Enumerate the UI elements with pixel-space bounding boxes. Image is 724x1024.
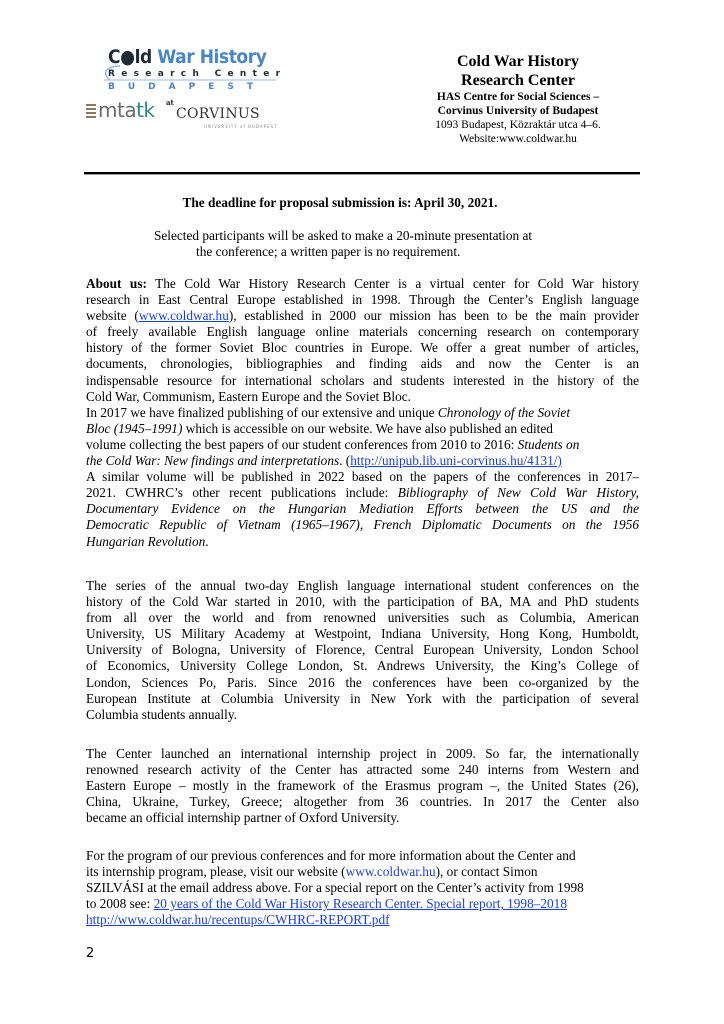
page-number: 2 (86, 946, 95, 961)
corvinus-logo: CORVINUS (176, 106, 260, 122)
header-block (396, 52, 640, 146)
unipub-link[interactable]: http://unipub.lib.uni-corvinus.hu/4131/) (350, 453, 562, 469)
mtatk-bars-icon (86, 104, 96, 118)
corvinus-subtitle: UNIVERSITY of BUDAPEST (204, 124, 278, 129)
mtatk-logo: mtatk (86, 98, 155, 122)
presentation-note: Selected participants will be asked to make a 20-minute presentation at the conference; a written paper is no requirement. (154, 228, 533, 259)
header-sub-line1: HAS Centre for Social Sciences – (436, 91, 600, 103)
conferences-paragraph: The series of the annual two-day English language international student conferences on the history of the Cold War started in 2010, with the participation of BA, MA and PhD students from all over the world and from renowned universities such as Columbia, American University, US Military Academy at Westpoint, Indiana University, Hong Kong, Humboldt, University of Bologna, University of Florence, Central European University, London School of Economics, University College London, St. Andrews University, the King’s College of London, Sciences Po, Paris. Since 2016 the conferences have been co-organized by the European Institute at Columbia University in New York with the participation of several Columbia students annually. (86, 578, 639, 722)
about-paragraph: About us: The Cold War History Research Center is a virtual center for Cold War history research in East Central Europe established in 1998. Through the Center’s English language website (www.coldwar.hu), established in 2000 our mission has been to be the main provider of freely available English language online materials concerning research on contemporary history of the former Soviet Bloc countries in Europe. We offer a great number of articles, documents, chronologies, bibliographies and finding aids and now the Center is an indispensable resource for international scholars and students interested in the history of the Cold War, Communism, Eastern Europe and the Soviet Bloc. In 2017 we have finalized publishing of our extensive and unique Chronology of the Soviet Bloc (1945–1991) which is accessible on our website. We have also published an edited volume collecting the best papers of our student conferences from 2010 to 2016: Students on the Cold War: New findings and interpretations. (http://unipub.lib.uni-corvinus.hu/4131/) A similar volume will be published in 2022 based on the papers of the conferences in 2017– 2021. CWHRC’s other recent publications include: Bibliography of New Cold War History, Documentary Evidence on the Hungarian Mediation Efforts between the US and the Democratic Republic of Vietnam (1965–1967), French Diplomatic Documents on the 1956 Hungarian Revolution. (86, 276, 640, 549)
deadline-notice: The deadline for proposal submission is: April 30, 2021. (182, 195, 498, 210)
coldwar-website-link-2[interactable]: www.coldwar.hu (345, 864, 436, 880)
header-title-line1: Cold War History (456, 53, 580, 70)
globe-icon: ● (120, 46, 135, 68)
cwhrc-logo (86, 40, 287, 140)
header-address: 1093 Budapest, Közraktár utca 4–6. (435, 119, 601, 131)
logo-subtitle: Research Center (108, 69, 287, 79)
header-website: Website:www.coldwar.hu (459, 133, 577, 145)
bibliography-title: Bibliography of New Cold War History, (397, 485, 640, 501)
logo-city: BUDAPEST (108, 82, 266, 92)
internship-paragraph: The Center launched an international internship project in 2009. So far, the internationally renowned research activity of the Center has attracted some 240 interns from Western and Eastern Europe – mostly in the framework of the Erasmus program –, the United States (26), China, Ukraine, Turkey, Greece; altogether from 36 countries. In 2017 the Center also became an official internship partner of Oxford University. (86, 746, 639, 826)
header-divider (84, 172, 640, 174)
header-sub-line2: Corvinus University of Budapest (437, 105, 599, 117)
students-volume-title: Students on (517, 436, 580, 452)
coldwar-website-link[interactable]: www.coldwar.hu (138, 308, 229, 324)
about-label: About us: (86, 276, 147, 291)
contact-paragraph: For the program of our previous conferences and for more information about the Center and its internship program, please, visit our website (www.coldwar.hu), or contact Simon SZILVÁSI at the email address above. For a special report on the Center’s activity from 1998 to 2008 see: 20 years of the Cold War History Research Center. Special report, 1998–2018 http://www.coldwar.hu/recentups/CWHRC-REPORT.pdf (86, 848, 584, 928)
logo-at: at (166, 98, 174, 107)
special-report-link[interactable]: 20 years of the Cold War History Research Center. Special report, 1998–2018 (153, 896, 567, 912)
chronology-title: Chronology of the Soviet (437, 404, 571, 420)
header-title-line2: Research Center (461, 72, 575, 89)
logo-title: C●ld War History (108, 46, 267, 68)
report-pdf-link[interactable]: http://www.coldwar.hu/recentups/CWHRC-REPORT.pdf (86, 912, 390, 928)
